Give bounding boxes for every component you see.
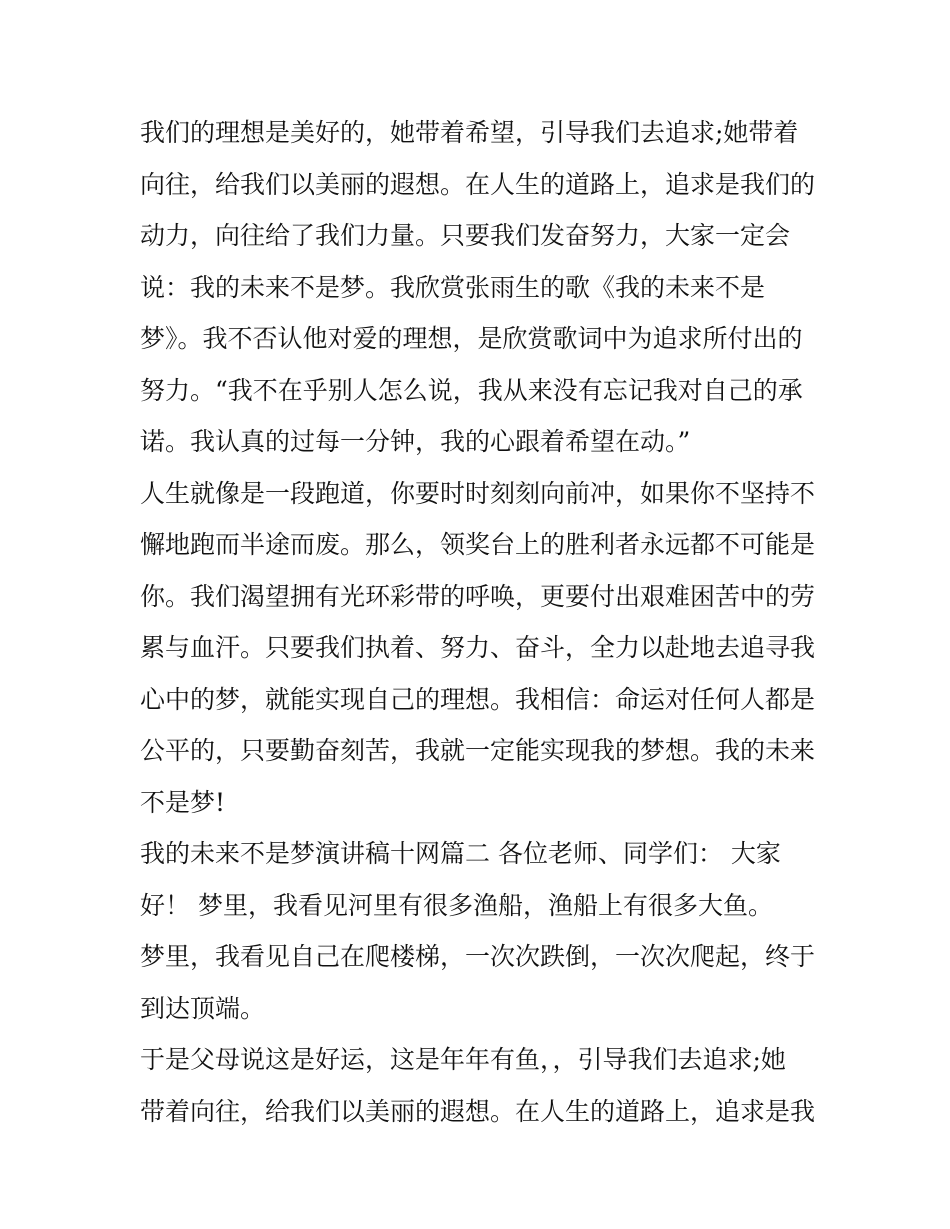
text-line: 公平的，只要勤奋刻苦，我就一定能实现我的梦想。我的未来 bbox=[140, 736, 816, 765]
text-line: 梦》。我不否认他对爱的理想，是欣赏歌词中为追求所付出的 bbox=[140, 324, 803, 353]
text-line: 诺。我认真的过每一分钟，我的心跟着希望在动。” bbox=[140, 427, 691, 456]
text-line: 向往，给我们以美丽的遐想。在人生的道路上，追求是我们的 bbox=[140, 169, 816, 199]
text-line: 动力，向往给了我们力量。只要我们发奋努力，大家一定会 bbox=[140, 221, 791, 250]
text-line: 人生就像是一段跑道，你要时时刻刻向前冲，如果你不坚持不 bbox=[140, 478, 816, 508]
text-line: 我的未来不是梦演讲稿十网篇二 各位老师、同学们： 大家 bbox=[140, 839, 781, 868]
body-text bbox=[140, 107, 820, 1137]
text-line: 心中的梦，就能实现自己的理想。我相信：命运对任何人都是 bbox=[140, 684, 816, 714]
text-line: 你。我们渴望拥有光环彩带的呼唤，更要付出艰难困苦中的劳 bbox=[140, 581, 816, 611]
text-line: 带着向往，给我们以美丽的遐想。在人生的道路上，追求是我 bbox=[140, 1096, 816, 1126]
text-line: 懈地跑而半途而废。那么，领奖台上的胜利者永远都不可能是 bbox=[140, 530, 816, 559]
text-line: 于是父母说这是好运，这是年年有鱼，，引导我们去追求;她 bbox=[140, 1045, 786, 1074]
text-line: 努力。“我不在乎别人怎么说，我从来没有忘记我对自己的承 bbox=[140, 375, 803, 405]
text-line: 说：我的未来不是梦。我欣赏张雨生的歌《我的未来不是 bbox=[140, 272, 766, 302]
text-line: 梦里，我看见自己在爬楼梯，一次次跌倒，一次次爬起，终于 bbox=[140, 942, 816, 971]
text-line: 好！ 梦里，我看见河里有很多渔船，渔船上有很多大鱼。 bbox=[140, 890, 773, 920]
text-line: 不是梦! bbox=[140, 787, 226, 817]
text-line: 累与血汗。只要我们执着、努力、奋斗，全力以赴地去追寻我 bbox=[140, 633, 816, 662]
text-line: 我们的理想是美好的，她带着希望，引导我们去追求;她带着 bbox=[140, 118, 799, 147]
text-line: 到达顶端。 bbox=[140, 993, 266, 1023]
